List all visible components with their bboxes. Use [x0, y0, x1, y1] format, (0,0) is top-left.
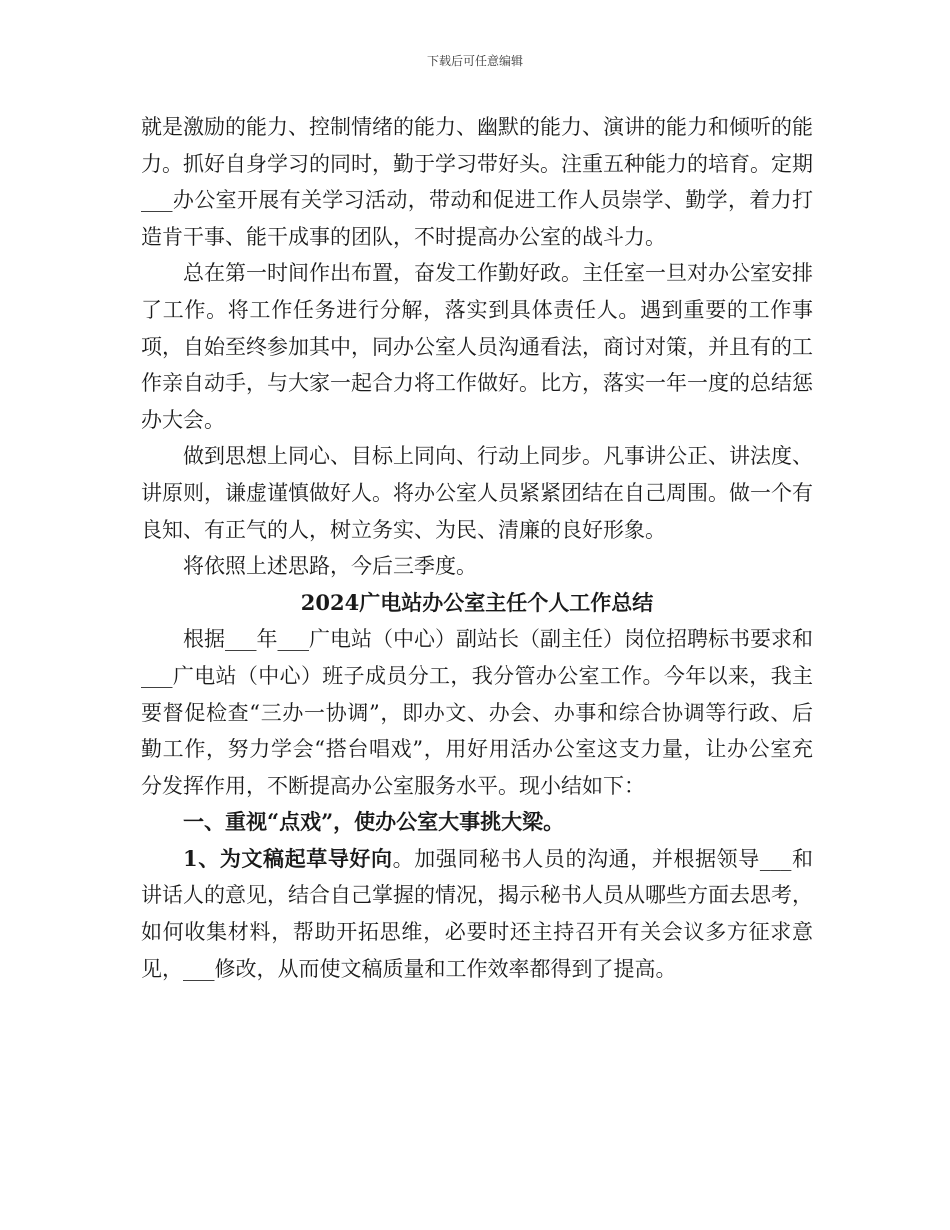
- paragraph-arrangement: 总在第一时间作出布置，奋发工作勤好政。主任室一旦对办公室安排了工作。将工作任务进行分解，落实到具体责任人。遇到重要的工作事项，自始至终参加其中，同办公室人员沟通看法，商讨对策，并且有的工作亲自动手，与大家一起合力将工作做好。比方，落实一年一度的总结惩办大会。: [141, 261, 813, 432]
- paragraph-plan: 将依照上述思路，今后三季度。: [183, 554, 477, 579]
- page-header-note: 下载后可任意编辑: [426, 54, 523, 68]
- paragraph-continuation: 就是激励的能力、控制情绪的能力、幽默的能力、演讲的能力和倾听的能力。抓好自身学习的同时，勤于学习带好头。注重五种能力的培育。定期___办公室开展有关学习活动，带动和促进工作人员崇学、勤学，着力打造肯干事、能干成事的团队，不时提高办公室的战斗力。: [141, 115, 813, 249]
- paragraph-body-text: 。加强同秘书人员的沟通，并根据领导___和讲话人的意见，结合自己掌握的情况，揭示秘书人员从哪些方面去思考，如何收集材料，帮助开拓思维，必要时还主持召开有关会议多方征求意见，___修改，从而使文稿质量和工作效率都得到了提高。: [141, 846, 813, 981]
- paragraph-drafting: [141, 841, 813, 987]
- section-heading: 一、重视“点戏”，使办公室大事挑大梁。: [183, 809, 565, 835]
- paragraph-unity: 做到思想上同心、目标上同向、行动上同步。凡事讲公正、讲法度、讲原则，谦虚谨慎做好人。将办公室人员紧紧团结在自己周围。做一个有良知、有正气的人，树立务实、为民、清廉的良好形象。: [141, 444, 813, 542]
- document-title: 2024广电站办公室主任个人工作总结: [300, 589, 654, 615]
- paragraph-lead-text: 1、为文稿起草导好向: [183, 845, 393, 871]
- paragraph-intro: 根据___年___广电站（中心）副站长（副主任）岗位招聘标书要求和___广电站（中心）班子成员分工，我分管办公室工作。今年以来，我主要督促检查“三办一协调”，即办文、办会、办事和综合协调等行政、后勤工作，努力学会“搭台唱戏”，用好用活办公室这支力量，让办公室充分发挥作用，不断提高办公室服务水平。现小结如下：: [141, 627, 813, 798]
- document-body: [141, 109, 813, 987]
